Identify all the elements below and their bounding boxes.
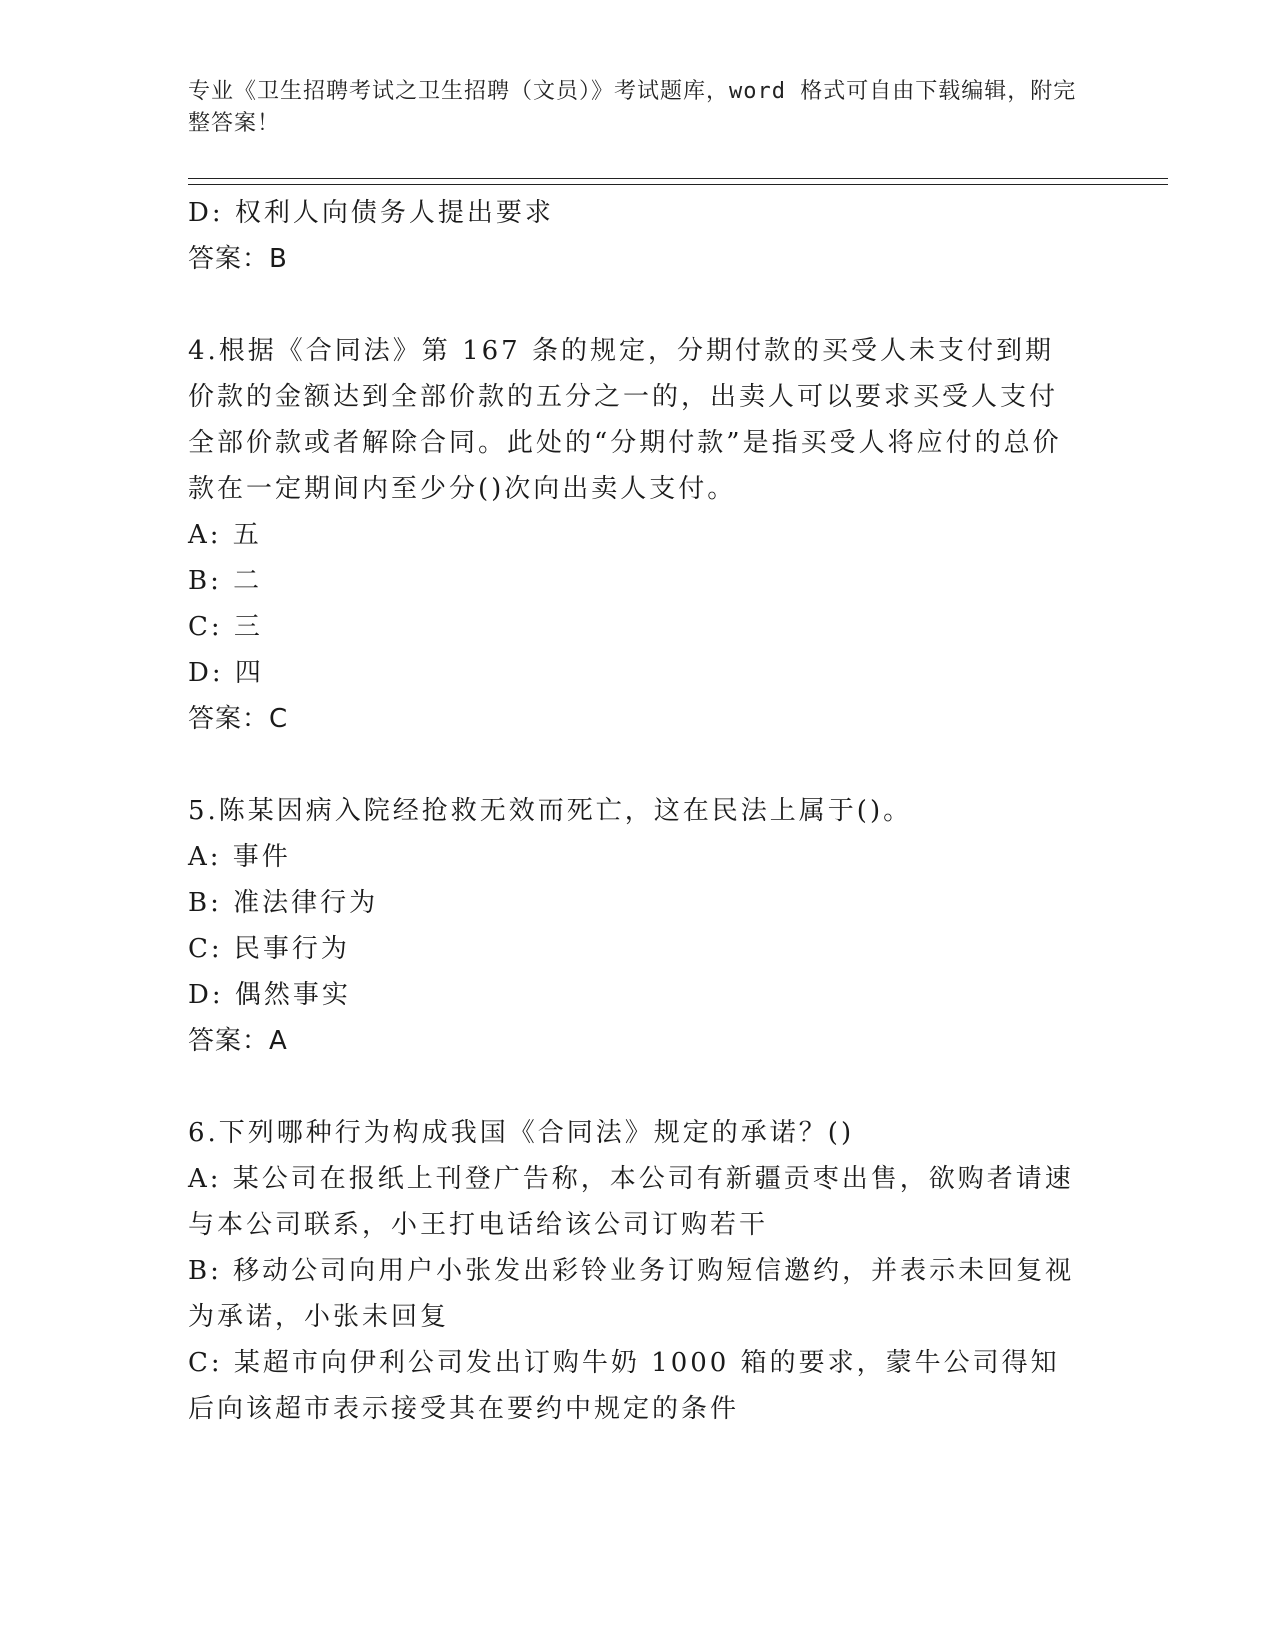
question-4 [188, 328, 1078, 742]
question-stem: 6.下列哪种行为构成我国《合同法》规定的承诺？() [188, 1118, 855, 1148]
answer-line: 答案：B [188, 244, 288, 274]
option-d: D: 偶然事实 [188, 980, 351, 1010]
header-note: 专业《卫生招聘考试之卫生招聘（文员）》考试题库，word 格式可自由下载编辑，附完整答案！ [188, 79, 1077, 136]
answer-line: 答案：A [188, 1026, 288, 1056]
option-c: C: 某超市向伊利公司发出订购牛奶 1000 箱的要求，蒙牛公司得知后向该超市表示接受其在要约中规定的条件 [188, 1348, 1060, 1424]
option-a: A: 五 [188, 520, 262, 550]
header-divider [188, 178, 1168, 185]
question-stem: 5.陈某因病入院经抢救无效而死亡，这在民法上属于()。 [188, 796, 913, 826]
option-c: C: 民事行为 [188, 934, 350, 964]
question-content [188, 190, 1078, 1432]
option-a: A: 某公司在报纸上刊登广告称，本公司有新疆贡枣出售，欲购者请速与本公司联系，小王打电话给该公司订购若干 [188, 1164, 1074, 1240]
option-a: A: 事件 [188, 842, 291, 872]
option-c: C: 三 [188, 612, 263, 642]
question-6 [188, 1110, 1078, 1432]
option-d: D: 四 [188, 658, 264, 688]
question-3-tail [188, 190, 1078, 282]
question-5 [188, 788, 1078, 1064]
spacer [188, 282, 1078, 328]
spacer [188, 742, 1078, 788]
option-b: B: 准法律行为 [188, 888, 379, 918]
option-d: D: 权利人向债务人提出要求 [188, 198, 554, 228]
answer-line: 答案：C [188, 704, 289, 734]
question-stem: 4.根据《合同法》第 167 条的规定，分期付款的买受人未支付到期价款的金额达到全部价款的五分之一的，出卖人可以要求买受人支付全部价款或者解除合同。此处的“分期付款”是指买受人将应付的总价款在一定期间内至少分()次向出卖人支付。 [188, 336, 1062, 504]
option-b: B: 移动公司向用户小张发出彩铃业务订购短信邀约，并表示未回复视为承诺，小张未回复 [188, 1256, 1075, 1332]
spacer [188, 1064, 1078, 1110]
option-b: B: 二 [188, 566, 263, 596]
